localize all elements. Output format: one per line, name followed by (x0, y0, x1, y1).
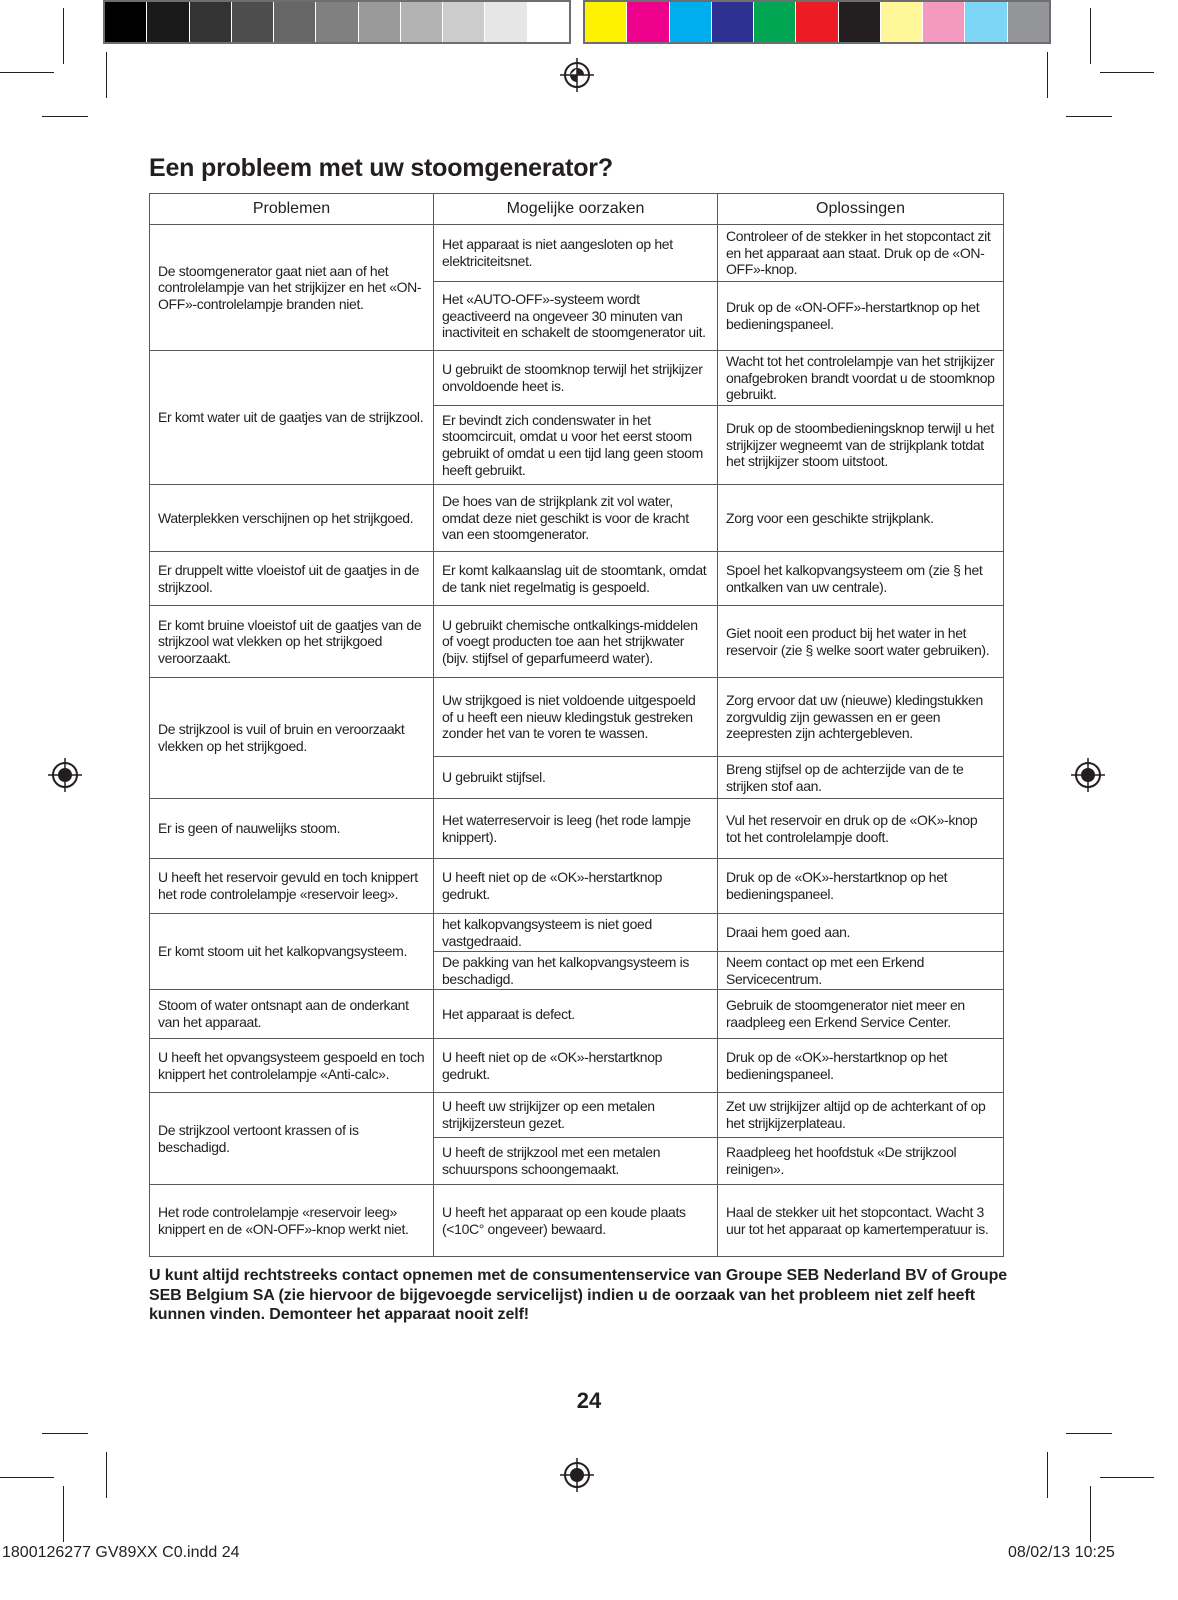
cause-cell: Uw strijkgoed is niet voldoende uitgespoeld of u heeft een nieuw kledingstuk gestreken zonder het van te voren te wassen. (434, 678, 718, 757)
color-swatch (669, 2, 711, 42)
solution-cell: Druk op de stoombedieningsknop terwijl u het strijkijzer wegneemt van de strijkplank totdat het strijkijzer stoom uitstoot. (718, 406, 1004, 485)
solution-cell: Gebruik de stoomgenerator niet meer en raadpleeg een Erkend Service Center. (718, 990, 1004, 1039)
cause-cell: Er bevindt zich condenswater in het stoomcircuit, omdat u voor het eerst stoom gebruikt of omdat u een tijd lang geen stoom heeft gebruikt. (434, 406, 718, 485)
crop-mark (106, 52, 107, 98)
color-swatch (753, 2, 795, 42)
solution-cell: Wacht tot het controlelampje van het strijkijzer onafgebroken brandt voordat u de stoomknop gebruikt. (718, 351, 1004, 406)
solution-cell: Spoel het kalkopvangsysteem om (zie § het ontkalken van uw centrale). (718, 552, 1004, 606)
problem-cell: De strijkzool is vuil of bruin en veroorzaakt vlekken op het strijkgoed. (150, 678, 434, 799)
crop-mark (1090, 1486, 1091, 1542)
cause-cell: Het «AUTO-OFF»-systeem wordt geactiveerd na ongeveer 30 minuten van inactiviteit en schakelt de stoomgenerator uit. (434, 282, 718, 351)
problem-cell: Er druppelt witte vloeistof uit de gaatjes in de strijkzool. (150, 552, 434, 606)
cause-cell: Het apparaat is niet aangesloten op het elektriciteitsnet. (434, 225, 718, 282)
column-header-solutions: Oplossingen (718, 194, 1004, 225)
solution-cell: Giet nooit een product bij het water in het reservoir (zie § welke soort water gebruiken). (718, 606, 1004, 678)
table-row (150, 914, 1004, 952)
color-swatch (358, 2, 400, 42)
table-row (150, 990, 1004, 1039)
table-row (150, 859, 1004, 914)
crop-mark (1100, 72, 1154, 73)
column-header-problems: Problemen (150, 194, 434, 225)
problem-cell: Stoom of water ontsnapt aan de onderkant van het apparaat. (150, 990, 434, 1039)
solution-cell: Druk op de «ON-OFF»-herstartknop op het bedieningspaneel. (718, 282, 1004, 351)
color-swatch (105, 2, 146, 42)
slug-date-time: 08/02/13 10:25 (1008, 1544, 1115, 1561)
table-row (150, 1039, 1004, 1093)
cause-cell: Er komt kalkaanslag uit de stoomtank, omdat de tank niet regelmatig is gespoeld. (434, 552, 718, 606)
table-row (150, 485, 1004, 552)
troubleshooting-table (149, 193, 1004, 1257)
color-swatch (146, 2, 188, 42)
crop-mark (1100, 1477, 1154, 1478)
color-swatch (922, 2, 964, 42)
cause-cell: U heeft de strijkzool met een metalen schuurspons schoongemaakt. (434, 1138, 718, 1185)
cause-cell: U gebruikt chemische ontkalkings-middelen of voegt producten toe aan het strijkwater (bijv. stijfsel of geparfumeerd water). (434, 606, 718, 678)
cause-cell: Het waterreservoir is leeg (het rode lampje knippert). (434, 799, 718, 859)
crop-mark (1047, 1452, 1048, 1498)
color-swatch (315, 2, 357, 42)
solution-cell: Zet uw strijkijzer altijd op de achterkant of op het strijkijzerplateau. (718, 1093, 1004, 1138)
color-swatch (795, 2, 837, 42)
solution-cell: Neem contact op met een Erkend Servicecentrum. (718, 952, 1004, 990)
process-color-bar (583, 0, 1051, 44)
table-row (150, 606, 1004, 678)
problem-cell: De stoomgenerator gaat niet aan of het controlelampje van het strijkijzer en het «ON-OFF»-controlelampje branden niet. (150, 225, 434, 351)
table-row (150, 799, 1004, 859)
color-swatch (964, 2, 1006, 42)
solution-cell: Zorg ervoor dat uw (nieuwe) kledingstukken zorgvuldig zijn gewassen en er geen zeepresten zijn achtergebleven. (718, 678, 1004, 757)
cause-cell: Het apparaat is defect. (434, 990, 718, 1039)
crop-mark (0, 1477, 54, 1478)
solution-cell: Druk op de «OK»-herstartknop op het bedieningspaneel. (718, 859, 1004, 914)
solution-cell: Controleer of de stekker in het stopcontact zit en het apparaat aan staat. Druk op de «ON-OFF»-knop. (718, 225, 1004, 282)
contact-note: U kunt altijd rechtstreeks contact opnemen met de consumentenservice van Groupe SEB Nederland BV of Groupe SEB Belgium SA (zie hiervoor de bijgevoegde servicelijst) indien u de oorzaak van het probleem niet zelf heeft kunnen vinden. Demonteer het apparaat nooit zelf! (149, 1267, 1008, 1323)
color-swatch (711, 2, 753, 42)
problem-cell: Er komt stoom uit het kalkopvangsysteem. (150, 914, 434, 990)
solution-cell: Haal de stekker uit het stopcontact. Wacht 3 uur tot het apparaat op kamertemperatuur is. (718, 1185, 1004, 1257)
table-row (150, 225, 1004, 282)
problem-cell: De strijkzool vertoont krassen of is beschadigd. (150, 1093, 434, 1185)
problem-cell: U heeft het reservoir gevuld en toch knippert het rode controlelampje «reservoir leeg». (150, 859, 434, 914)
problem-cell: Er komt water uit de gaatjes van de strijkzool. (150, 351, 434, 485)
solution-cell: Draai hem goed aan. (718, 914, 1004, 952)
crop-mark (63, 1486, 64, 1542)
cause-cell: U heeft het apparaat op een koude plaats (<10C° ongeveer) bewaard. (434, 1185, 718, 1257)
registration-mark-icon (560, 1458, 594, 1492)
grayscale-color-bar (103, 0, 571, 44)
column-header-causes: Mogelijke oorzaken (434, 194, 718, 225)
table-row (150, 1185, 1004, 1257)
color-swatch (880, 2, 922, 42)
registration-mark-icon (560, 58, 594, 92)
color-swatch (585, 2, 626, 42)
color-swatch (626, 2, 668, 42)
solution-cell: Zorg voor een geschikte strijkplank. (718, 485, 1004, 552)
cause-cell: U gebruikt stijfsel. (434, 757, 718, 799)
solution-cell: Druk op de «OK»-herstartknop op het bedieningspaneel. (718, 1039, 1004, 1093)
solution-cell: Breng stijfsel op de achterzijde van de te strijken stof aan. (718, 757, 1004, 799)
crop-mark (0, 72, 54, 73)
table-row (150, 552, 1004, 606)
table-row (150, 1093, 1004, 1138)
color-swatch (231, 2, 273, 42)
problem-cell: U heeft het opvangsysteem gespoeld en toch knippert het controlelampje «Anti-calc». (150, 1039, 434, 1093)
slug-file-info: 1800126277 GV89XX C0.indd 24 (2, 1544, 240, 1561)
crop-mark (1066, 116, 1112, 117)
color-swatch (838, 2, 880, 42)
color-swatch (442, 2, 484, 42)
color-swatch (484, 2, 526, 42)
problem-cell: Het rode controlelampje «reservoir leeg» knippert en de «ON-OFF»-knop werkt niet. (150, 1185, 434, 1257)
color-swatch (400, 2, 442, 42)
problem-cell: Waterplekken verschijnen op het strijkgoed. (150, 485, 434, 552)
problem-cell: Er is geen of nauwelijks stoom. (150, 799, 434, 859)
cause-cell: U gebruikt de stoomknop terwijl het strijkijzer onvoldoende heet is. (434, 351, 718, 406)
cause-cell: De hoes van de strijkplank zit vol water, omdat deze niet geschikt is voor de kracht van een stoomgenerator. (434, 485, 718, 552)
color-swatch (527, 2, 569, 42)
table-row (150, 678, 1004, 757)
cause-cell: U heeft niet op de «OK»-herstartknop gedrukt. (434, 1039, 718, 1093)
registration-mark-icon (48, 758, 82, 792)
color-swatch (189, 2, 231, 42)
cause-cell: De pakking van het kalkopvangsysteem is beschadigd. (434, 952, 718, 990)
table-row (150, 351, 1004, 406)
page-title: Een probleem met uw stoomgenerator? (149, 154, 613, 182)
cause-cell: U heeft uw strijkijzer op een metalen strijkijzersteun gezet. (434, 1093, 718, 1138)
color-swatch (273, 2, 315, 42)
registration-mark-icon (1071, 758, 1105, 792)
crop-mark (1047, 52, 1048, 98)
crop-mark (42, 1433, 88, 1434)
solution-cell: Vul het reservoir en druk op de «OK»-knop tot het controlelampje dooft. (718, 799, 1004, 859)
color-swatch (1007, 2, 1049, 42)
crop-mark (106, 1452, 107, 1498)
solution-cell: Raadpleeg het hoofdstuk «De strijkzool reinigen». (718, 1138, 1004, 1185)
cause-cell: het kalkopvangsysteem is niet goed vastgedraaid. (434, 914, 718, 952)
problem-cell: Er komt bruine vloeistof uit de gaatjes van de strijkzool wat vlekken op het strijkgoed veroorzaakt. (150, 606, 434, 678)
crop-mark (63, 8, 64, 64)
crop-mark (1090, 8, 1091, 64)
cause-cell: U heeft niet op de «OK»-herstartknop gedrukt. (434, 859, 718, 914)
crop-mark (42, 116, 88, 117)
crop-mark (1066, 1433, 1112, 1434)
page-number: 24 (576, 1388, 602, 1413)
